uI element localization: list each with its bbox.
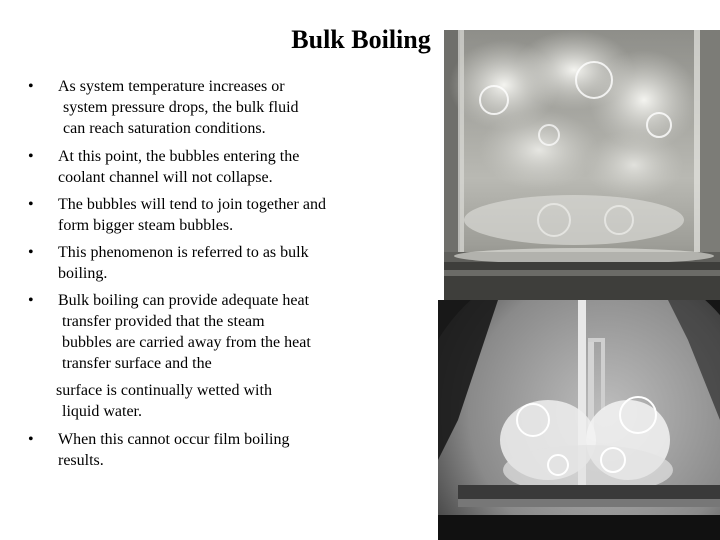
bullet-marker: • [28, 292, 34, 309]
bullet-marker: • [28, 431, 34, 448]
bullet-line: transfer provided that the steam [62, 313, 265, 330]
bullet-marker: • [28, 196, 34, 213]
bullet-line: results. [58, 452, 104, 469]
bullet-line: form bigger steam bubbles. [58, 217, 234, 234]
bullet-line: At this point, the bubbles entering the [58, 148, 300, 165]
beaker-boiling-photo [444, 30, 720, 300]
bullet-line: liquid water. [62, 403, 142, 420]
bullet-marker: • [28, 244, 34, 261]
bullet-line: boiling. [58, 265, 108, 282]
bullet-line: bubbles are carried away from the heat [62, 334, 311, 351]
bullet-line: system pressure drops, the bulk fluid [63, 99, 299, 116]
bullet-line: As system temperature increases or [58, 78, 285, 95]
bullet-line: Bulk boiling can provide adequate heat [58, 292, 310, 309]
bullet-marker: • [28, 148, 34, 165]
bullet-line: can reach saturation conditions. [63, 120, 266, 137]
bullet-line: transfer surface and the [62, 355, 212, 372]
bullet-line: The bubbles will tend to join together and [58, 196, 326, 213]
heated-rod-boiling-photo [438, 300, 720, 540]
bullet-line: coolant channel will not collapse. [58, 169, 273, 186]
bullet-line: surface is continually wetted with [56, 382, 272, 399]
slide-title: Bulk Boiling [291, 25, 431, 54]
bullet-line: When this cannot occur film boiling [58, 431, 290, 448]
bullet-marker: • [28, 78, 34, 95]
bullet-line: This phenomenon is referred to as bulk [58, 244, 309, 261]
